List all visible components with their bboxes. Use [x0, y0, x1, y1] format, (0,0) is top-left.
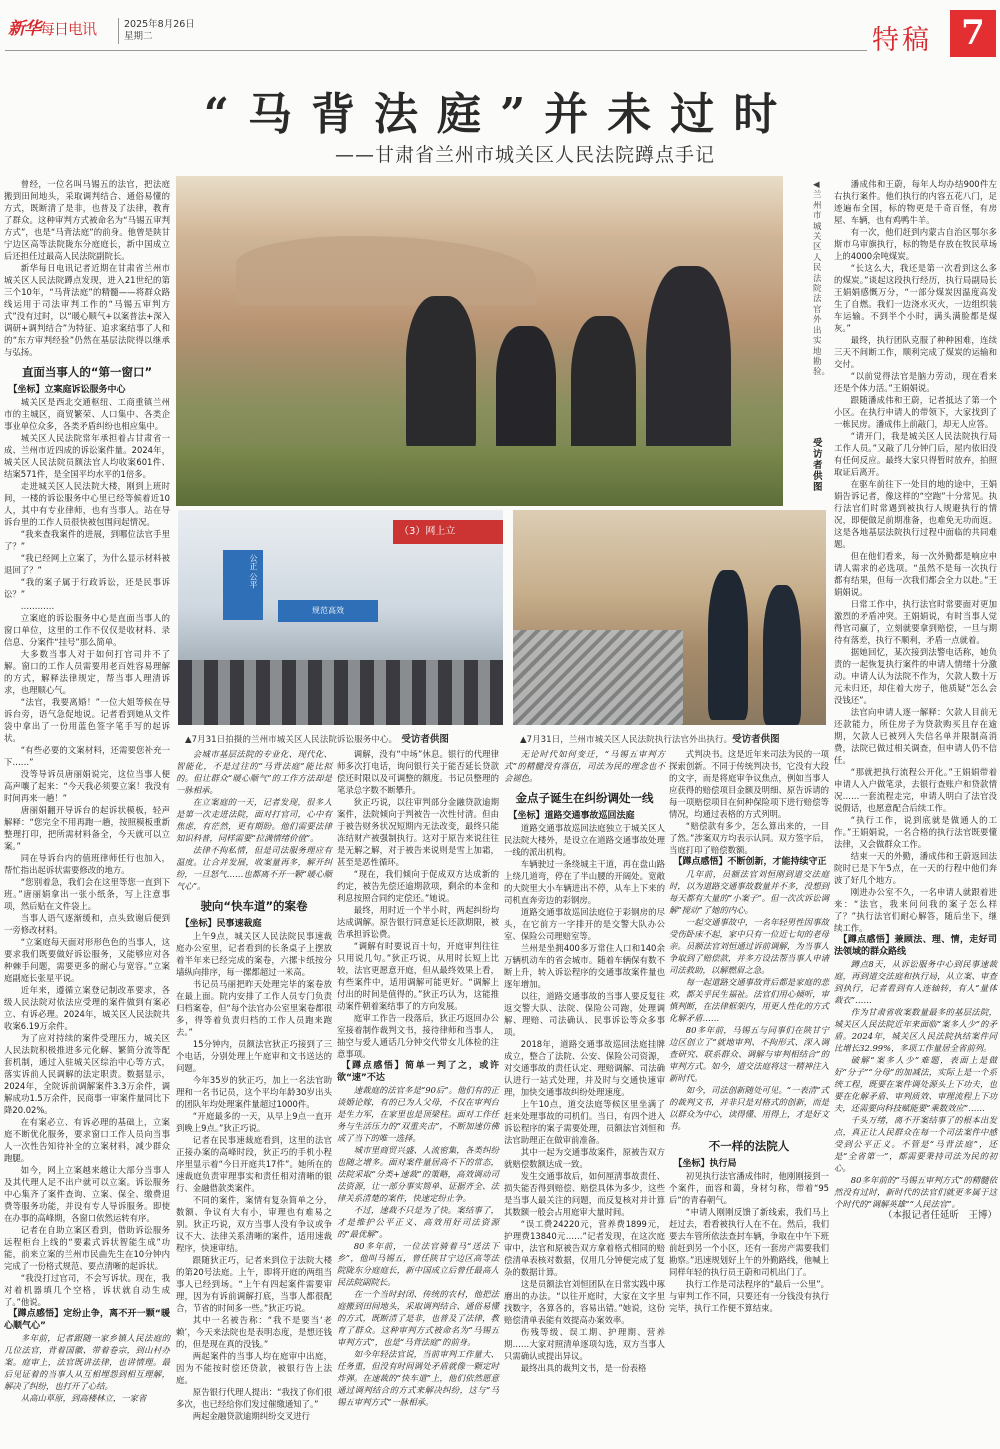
- paragraph: 上午9点，城关区人民法院民事速裁庭办公室里，记者看到的长条桌子上摆放着半年来已经完成的案卷，六摞卡纸按分墙纵向排序，每一摞都超过一米高。: [176, 931, 332, 977]
- paragraph: “请开门，我是城关区人民法院执行局工作人员。”又敲了几分钟门后，屋内依旧没有任何反应。最终大家只得暂时放弃，拍照取证后离开。: [834, 431, 997, 477]
- column-5: [669, 748, 829, 1314]
- photo-caption-left: ▲7月31日拍摄的兰州市城关区人民法院诉讼服务中心。 受访者供图: [185, 734, 449, 745]
- photo-enforcement: [513, 510, 826, 725]
- paragraph: 跟随潘成伟和王蔚，记者抵达了第一个小区。在执行申请人的带领下，大家找到了一栋民房。潘成伟上前敲门，却无人应答。: [834, 395, 997, 429]
- paragraph: 近年来，遵循立案登记制改革要求，各级人民法院对依法应受理的案件做到有案必立、有诉必理。2024年，城关区人民法院共收案6.19万余件。: [4, 985, 170, 1031]
- paragraph: 15分钟内，员额法官狄正巧接到了三个电话，分别处理上午庭审和文书送达的问题。: [176, 1039, 332, 1073]
- paragraph: 但在他们看来，每一次外勤都是响应申请人需求的必选项。“虽然不是每一次执行都有结果，但每一次我们都会全力以赴。”王娟娟说。: [834, 551, 997, 597]
- section-heading: 直面当事人的“第一窗口”: [21, 365, 153, 379]
- paragraph: 其中一名被告称：“我不是要当‘老赖’，今天来法院也是表明态度，是想还钱的，但是现在真的没钱。”: [176, 1315, 332, 1349]
- paragraph: 以往，道路交通事故的当事人要反复往返交警大队、法院、保险公司跑，处理调解、理赔、司法确认、民事诉讼等众多事项。: [504, 991, 665, 1037]
- person-figure: [571, 316, 636, 466]
- paragraph: “那就把执行流程公开化。”王娟娟带着申请人入户做笔录，去银行查账户和贷款情况……一套流程走完，申请人明白了法官没说假话，也愿意配合后续工作。: [834, 767, 997, 813]
- divider: [118, 18, 119, 44]
- commentary-paragraph: 如今，司法创新随处可见。“一表清”式的裁判文书，并非只是对格式的创新，而是以群众为中心，读得懂、用得上，才是好文书。: [669, 1085, 829, 1131]
- commentary-paragraph: 城市里商贸兴盛、人流密集，各类纠纷也随之增多。面对案件量居高不下的常态，法院采取“分类+速裁”的策略，高效调动司法资源，让一部分事实简单、证据齐全、法律关系清楚的案件，快速定纷止争。: [337, 1145, 499, 1203]
- paragraph: 法官向申请人逐一解释：欠款人目前无还款能力，所住房子为贷款购买且存在逾期，欠款人已被列入失信名单并限制高消费，法院已做过相关调查，但申请人仍不信任。: [834, 707, 997, 765]
- paragraph: 上午10点，道交法庭等候区里坐满了赶来处理事故的司机们。当日，有四个进入诉讼程序的案子需要处理，员额法官刘恒和法官助理正在做审前准备。: [504, 1099, 665, 1145]
- main-photo-caption: ◀兰州市城关区人民法院法官外出实地勘验。: [813, 180, 831, 378]
- paragraph: 结束一天的外勤，潘成伟和王蔚返回法院时已是下午5点，在一天的行程中他们奔波了好几个地方。: [834, 851, 997, 885]
- main-photo-field-inspection: [176, 176, 783, 506]
- officer-figure: [708, 570, 748, 720]
- paragraph: 车辆驶过一条绕城主干道，再在盘山路上绕几道弯，停在了半山腰的开阔处。宽敞的大院里大小车辆进出不停，从车上下来的司机直奔旁边的彩钢房。: [504, 859, 665, 905]
- paragraph: 其中一起为交通事故案件，原被告双方就赔偿数额达成一致。: [504, 1147, 665, 1169]
- paragraph: 原告银行代理人提出：“我找了你们很多次，也已经给你们发过催缴通知了。”: [176, 1387, 332, 1409]
- paragraph: 兰州是坐拥400多万常住人口和140余万辆机动车的省会城市。随着车辆保有数不断上升，转入诉讼程序的交通事故案件量也逐年增加。: [504, 943, 665, 989]
- sign-efficiency: 规范高效: [278, 600, 378, 622]
- paragraph: “执行工作，说到底就是做通人的工作。”王娟娟说，一名合格的执行法官既要懂法律，又会做群众工作。: [834, 815, 997, 849]
- paragraph: 最终出具的裁判文书，是一份表格: [520, 1363, 647, 1373]
- commentary-paragraph: 一起交通事故中，一名年轻男性因事故受伤卧床不起，家中只有一位近七旬的老母亲。员额法官刘恒通过诉前调解，为当事人争取到了赔偿款，并多方设法帮当事人申请司法救助，以解燃眉之急。: [669, 917, 829, 975]
- column-6: [834, 178, 997, 1222]
- commentary-paragraph: 速裁庭的法官多是“90后”。他们有的正谈婚论嫁，有的已为人父母，不仅在审判台是生力军，在家里也是顶梁柱。面对工作任务与生活压力的“双重夹击”，不断加速仿佛成了当下的唯一选择。: [337, 1085, 499, 1143]
- column-4: [504, 748, 665, 1374]
- section-tag: 【坐标】执行局: [673, 1159, 737, 1169]
- issue-date: 2025年8月26日 星期二: [124, 19, 195, 42]
- paragraph: 城关区人民法院常年承担着占甘肃省一成、兰州市近四成的诉讼案件量。2024年，城关区人民法院员额法官人均收案601件、结案571件，是全国平均水平的1倍多。: [4, 433, 170, 479]
- paragraph: 在有案必立、有诉必理的基础上，立案庭不断优化服务，要求窗口工作人员向当事人一次性告知待补全的立案材料，减少群众跑腿。: [4, 1117, 170, 1163]
- commentary-paragraph: 如今年轻法官说，当前审判工作量大、任务重，但没有时间调处矛盾就像一颗定时炸弹。在速裁的“快车道”上，他们依然愿意通过调判结合的方式来解决纠纷，这与“马锡五审判方式”一脉相承。: [337, 1349, 499, 1407]
- commentary-paragraph: 从高山草原，到高楼林立，一家省: [20, 1393, 147, 1403]
- commentary-paragraph: 80多年前，一位法官骑着马“送法下乡”，他叫马锡五，曾任陕甘宁边区高等法院陇东分庭庭长，新中国成立后曾任最高人民法院副院长。: [337, 1241, 499, 1287]
- paragraph: 两起案件的当事人均在庭审中出庭，因为不能按时偿还贷款，被银行告上法庭。: [176, 1351, 332, 1385]
- paragraph: 执行工作是司法程序的“最后一公里”。与审判工作不同，只要还有一分钱没有执行完毕，执行工作便不算结束。: [669, 1279, 829, 1313]
- paragraph: “有些必要的文案材料，还需要您补充一下……”: [4, 745, 170, 767]
- main-photo-credit: 受访者供图: [813, 438, 823, 493]
- paragraph: 立案庭的诉讼服务中心是直面当事人的窗口单位，这里的工作不仅仅是收材料、录信息、分案件“挂号”那么简单。: [4, 613, 170, 647]
- paragraph: “以前觉得法官是脑力劳动，现在看来还是个体力活。”王娟娟说。: [834, 371, 997, 393]
- paragraph: 书记员马丽把昨天处理完毕的案卷放在最上面。院内安排了工作人员专门负责归档案卷，但“每个法官办公室里案卷都很多，得等着负责归档的工作人员跑来跑去。”: [176, 979, 332, 1037]
- paragraph: 式判决书。这是近年来司法为民的一项探索创新。不同于传统判决书，它没有大段的文字，而是将庭审争议焦点，例如当事人应获得的赔偿项目金额及明细、原告诉请的每一项赔偿项目在何种保险项下进行赔偿等情况，均通过表格的方式列明。: [669, 749, 829, 819]
- sign-fairness: 公正 公平: [223, 550, 263, 620]
- commentary-paragraph: 在立案庭的一天，记者发现，很多人是第一次走进法院，面对打官司，心中有焦虑，有茫然，更有期盼。他们需要法律知识科普，同样需要“拉满情绪价值”。: [176, 797, 332, 843]
- paragraph: 2018年，道路交通事故巡回法庭挂牌成立，整合了法院、公安、保险公司资源，对交通事故的责任认定、理赔调解、司法确认进行一站式处理，并及时与交通快速审理，加快交通事故纠纷处理速度。: [504, 1039, 665, 1097]
- paragraph: 刚进办公室不久，一名申请人就跟着进来：“法官，我来问问我的案子怎么样了？”执行法官们耐心解答，随后坐下，继续工作。: [834, 887, 997, 933]
- paragraph: 记者在民事速裁庭看到，这里的法官正接办案的高峰时段，狄正巧的手机小程序里显示着“今日开庭共17件”。她所在的速裁庭负责审理事实和责任相对清晰的银行、金融借款类案件。: [176, 1135, 332, 1193]
- paragraph: “赔偿款有多少，怎么算出来的，一目了然。”涉案双方均表示认同。双方签字后，当庭打印了赔偿数额。: [669, 821, 829, 855]
- paragraph: 潘成伟和王蔚，每年人均办结900件左右执行案件。他们执行的内容五花八门，足迹遍布全国，标的物更是千奇百怪，有房屋、车辆，也有鸡鸭牛羊。: [834, 179, 997, 225]
- commentary-paragraph: 多年前，记者跟随一家乡镇人民法庭的几位法官，背着国徽、带着卷宗，到山村办案。庭审上，法官既讲法律，也讲情理。最后见证着的当事人从互相埋怨到相互理解，解决了纠纷，也打开了心结。: [4, 1333, 170, 1391]
- paragraph: 狄正巧说，以往审判部分金融贷款逾期案件，法院倾向于判被告一次性付清。但由于被告财务状况短期内无法改变，最终只能冻结财产被强制执行。这对于原告来说往往是无解之解，对于被告来说则是雪上加霜，甚至是恶性循环。: [337, 797, 499, 867]
- commentary-paragraph: 不过，速裁不只是为了快。案结事了，才是维护公平正义、高效用好司法资源的“最优解”。: [337, 1205, 499, 1239]
- section-heading: 不一样的法院人: [708, 1139, 790, 1153]
- byline: （本报记者任延昕 王博）: [882, 1210, 997, 1221]
- paragraph: 在驱车前往下一处目的地的途中，王娟娟告诉记者，像这样的“空跑”十分常见。执行法官们时常遇到被执行人规避执行的情况，即便做足前期准备，也难免无功而返。这是各地基层法院执行过程中面临的共同难题。: [834, 479, 997, 549]
- section-tag: 【蹲点感悟】定纷止争，离不开一颗“暖心顺气心”: [4, 1309, 170, 1331]
- paragraph: 日常工作中，执行法官时常要面对更加激烈的矛盾冲突。王娟娟说，有时当事人觉得官司赢了，立刻就要拿到赔偿，一旦与期待有落差，执行不顺利，矛盾一点就着。: [834, 599, 997, 645]
- column-1: [4, 178, 170, 1404]
- commentary-paragraph: 会城市基层法院的专业化、现代化、智能化，不是过往的“马背法庭”能比拟的。但让群众“暖心顺气”的工作方法却是一脉相承。: [176, 749, 332, 795]
- paragraph: 伤残等级、误工期、护理期、营养期……大家对照清单逐项勾选，双方当事人只需确认或提出异议。: [504, 1327, 665, 1361]
- paragraph: “我来查我案件的进展，到哪位法官手里了？”: [4, 529, 170, 551]
- paragraph: 新华每日电讯记者近期在甘肃省兰州市城关区人民法院蹲点发现，进入21世纪的第三个10年，“马背法庭”的精髓——将群众路线运用于司法审判工作的“马锡五审判方式”没有过时，以“暖心顺气+以案普法+深入调研+调判结合”为特征、追求案结事了人和的“东方审判经验”仍然在基层法院得以继承与弘扬。: [4, 263, 170, 357]
- paragraph: 初见执行法官潘成伟时，他刚刚接到一个案件，面容和蔼，身材匀称，带着“95后”的青春朝气。: [669, 1171, 829, 1205]
- column-2: [176, 748, 332, 1422]
- officer-figure: [763, 585, 801, 725]
- paragraph: 城关区是西北交通枢纽、工商重镇兰州市的主城区，商贸繁荣、人口集中、各类企事业单位众多，各类矛盾纠纷也相应集中。: [4, 397, 170, 431]
- newspaper-logo: 新华每日电讯: [8, 19, 97, 39]
- paragraph: 据她回忆，某次接到法警电话称，她负责的一起恢复执行案件的申请人情绪十分激动。申请人认为法院不作为，欠款人数十万元未归还，却住着大房子，他质疑“怎么会没钱还”。: [834, 647, 997, 705]
- paragraph: 为了应对持续的案件受理压力，城关区人民法院积极推进多元化解、繁简分流等配套机制，通过入驻城关区综治中心等方式，落实诉前人民调解的法定职责。数据显示，2024年，全院诉前调解案件3.3万余件，调解成功1.5万余件，民商事一审案件量同比下降20.02%。: [4, 1033, 170, 1115]
- paragraph: “您别着急，我们会在这里等您一直到下班。”唐丽娟拿出一张小纸条，写上注意事项，然后贴在文件袋上。: [4, 877, 170, 911]
- paragraph: 两起金融贷款逾期纠纷交叉进行: [192, 1411, 311, 1421]
- commentary-paragraph: 80多年前的“马锡五审判方式”的精髓依然没有过时，新时代的法官们就更多属于这个时代的“调解英雄”“人民法官”。: [834, 1175, 997, 1209]
- paragraph: 最终，执行团队克服了种种困难，连续三天不间断工作，顺利完成了煤炭的运输和交付。: [834, 335, 997, 369]
- section-tag: 【坐标】民事速裁庭: [180, 919, 262, 929]
- header-rule: [5, 50, 867, 51]
- person-figure: [406, 296, 476, 456]
- paragraph: 调解，没有“中场”休息。银行的代理律师多次打电话，询问银行关于能否延长贷款偿还时限以及可调整的额度。书记员整理的笔录总字数不断攀升。: [337, 749, 499, 795]
- paragraph: 发生交通事故后，如何厘清事故责任、损失能否得到赔偿、赔偿具体为多少，这些是当事人最关注的问题，而反复核对并计算其数额一般会占用庭审大量时间。: [504, 1171, 665, 1217]
- commentary-paragraph: 破解“案多人少”难题，表面上是做好“分子”“分母”的加减法，实际上是一个系统工程，既要在案件调处源头上下功夫，也要在化解矛盾、审判质效、审理流程上下功夫，还需要向科技赋能要“乘数效应”……: [834, 1055, 997, 1113]
- paragraph: 道路交通事故巡回法庭独立于城关区人民法院大楼外，是设立在道路交通事故处理一线的派出机构。: [504, 823, 665, 857]
- paragraph: “现在，我们倾向于促成双方达成新的约定，被告先偿还逾期款项，剩余的本金和利息按照合同约定偿还。”她说。: [337, 869, 499, 903]
- paragraph: “长这么大，我还是第一次看到这么多的煤炭。”谈起这段执行经历，执行局副局长王娟娟感慨万分，“一部分煤炭因温度高发生了自燃。我们一边浇水灭火，一边组织装车运输。不到半个小时，满头满脸都是煤灰。”: [834, 263, 997, 333]
- paragraph: 不同的案件，案情有复杂简单之分，数额、争议有大有小，审理也有难易之别。狄正巧说，双方当事人没有争议或争议不大、法律关系清晰的案件，适用速裁程序，快速审结。: [176, 1195, 332, 1253]
- commentary-paragraph: 蹲点8天，从诉讼服务中心到民事速裁庭，再到道交法庭和执行局，从立案、审查到执行，记者看到有人连轴转，有人“量体裁衣”……: [834, 959, 997, 1005]
- section-heading: 驶向“快车道”的案卷: [200, 899, 308, 913]
- paragraph: “我已经网上立案了，为什么显示材料被退回了？”: [4, 553, 170, 575]
- photo-service-center: [178, 510, 503, 725]
- section-tag: 【坐标】道路交通事故巡回法庭: [508, 811, 635, 821]
- commentary-paragraph: 法律不拘私情，但是司法服务理应有温度。让合并发展，收案量再多，解开纠纷，一旦怒气……也都离不开一颗“暖心顺气心”。: [176, 845, 332, 891]
- section-tag: 【蹲点感悟】兼顾法、理、情，走好司法领域的群众路线: [834, 935, 997, 957]
- paragraph: 曾经，一位名叫马锡五的法官，把法庭搬到田间地头，采取调判结合、通俗易懂的方式，既断清了是非，也普及了法律，教育了群众。这种审判方式被命名为“马锡五审判方式”，也是“马背法庭”的前身。他曾是陕甘宁边区高等法院陇东分庭庭长，新中国成立后还担任过最高人民法院副院长。: [4, 179, 170, 261]
- paragraph: 跟随狄正巧，记者来到位于法院大楼的第20号法庭。上午，即将开庭的两组当事人已经到场。“上午有四起案件需要审理，因为有诉前调解打底，当事人都很配合，节省的时间多一些。”狄正巧说。: [176, 1255, 332, 1313]
- commentary-paragraph: 几年前，员额法官刘恒刚到道交法庭时，以为道路交通事故数量并不多，没想到每天都有大量的“小案子”。但一次次诉讼调解“搅动”了她的内心。: [669, 869, 829, 915]
- paragraph: 大多数当事人对于如何打官司并不了解。窗口的工作人员需要用老百姓容易理解的方式，解释法律规定，帮当事人理清诉求，也理顺心气。: [4, 649, 170, 695]
- section-heading: 金点子诞生在纠纷调处一线: [515, 791, 654, 805]
- paragraph: 走进城关区人民法院大楼，刚到上班时间，一楼的诉讼服务中心里已经等候着近10人，其中有专业律师，也有当事人。站在导诉台里的工作人员很快被包围问起情况。: [4, 481, 170, 527]
- paragraph: 没等导诉员唐丽娟说完，这位当事人便高声嚷了起来：“今天我必须要立案！我没有时间再来一趟！”: [4, 769, 170, 803]
- paragraph: 最终，用时近一个半小时，两起纠纷均达成调解。原告银行同意延长还款期限，被告承担诉讼费。: [337, 905, 499, 939]
- paragraph: “我的案子属于行政诉讼，还是民事诉讼？”: [4, 577, 170, 599]
- section-name: 特稿: [872, 25, 932, 56]
- paragraph: “调解有时要说百十句，开庭审判往往只用说几句。”狄正巧说，从用时长短上比较，法官更愿意开庭，但从最终效果上看，有些案件中，适用调解可能更好。“调解上付出的时间是值得的。”狄正巧认为，这能推动案件朝着案结事了的方向发展。: [337, 941, 499, 1011]
- paragraph: 记者在自助立案区看到，借助诉讼服务远程柜台上线的“要素式诉状智能生成”功能，前来立案的兰州市民曲先生在10分钟内完成了一份格式规范、要点清晰的起诉状。: [4, 1225, 170, 1271]
- section-tag: 【蹲点感悟】不断创新，才能持续守正: [673, 857, 827, 867]
- paragraph: “申请人刚刚反馈了新线索，我们马上赶过去，看看被执行人在不在。然后，我们要去车管所依法查封车辆，争取在中午下班前赶到另一个小区，还有一套房产需要我们勘察。”迅速规划好上午的外勤路线，他喊上同样年轻的执行员王蔚和司机出门了。: [669, 1207, 829, 1277]
- commentary-paragraph: 在一个当时封闭、传统的农村，他把法庭搬到田间地头，采取调判结合、通俗易懂的方式，既断清了是非，也普及了法律，教育了群众。这种审判方式被命名为“马锡五审判方式”，也是“马背法庭”的前身。: [337, 1289, 499, 1347]
- paragraph: 唐丽娟翻开导诉台的起诉状模板，轻声解释：“您完全不用再跑一趟，按照模板重新整理打印，把所需材料备全，今天就可以立案。”: [4, 805, 170, 851]
- commentary-paragraph: 无论时代如何变迁，“马锡五审判方式”的精髓没有落伍，司法为民的理念也不会褪色。: [504, 749, 665, 783]
- photo-caption-right: ▲7月31日，兰州市城关区人民法院执行法官外出执行。受访者供图: [520, 734, 780, 745]
- page-number: 7: [950, 10, 996, 57]
- subheadline: ——甘肃省兰州市城关区人民法院蹲点手记: [334, 144, 715, 166]
- commentary-paragraph: 80多年前，马锡五与同事们在陕甘宁边区创立了“就地审判、不拘形式、深入调查研究、联系群众、调解与审判相结合”的审判方式。如今，道交法庭将这一精神注入新时代。: [669, 1025, 829, 1083]
- paragraph: 有一次，他们赶到内蒙古自治区鄂尔多斯市乌审旗执行，标的物是存放在牧民草场上的4000余吨煤炭。: [834, 227, 997, 261]
- paragraph: “误工费24220元，营养费1899元，护理费13840元……”记者发现，在这次庭审中，法官和原被告双方拿着格式相同的赔偿清单表核对数据，仅用几分钟便完成了复杂的数据计算。: [504, 1219, 665, 1277]
- paragraph: 这是员额法官刘恒团队在日常实践中琢磨出的办法。“以往开庭时，大家在文字里找数字，各算各的，容易出错。”她说，这份赔偿清单表能有效提高办案效率。: [504, 1279, 665, 1325]
- commentary-paragraph: 千头万绪，离不开案结事了的根本出发点，真正让人民群众在每一个司法案件中感受到公平正义。不管是“马背法庭”，还是“全省第一”，都需要秉持司法为民的初心。: [834, 1115, 997, 1173]
- paragraph: 庭审工作告一段落后，狄正巧返回办公室接着制作裁判文书，接待律师和当事人，抽空与爱人通话几分钟交代带女儿体检的注意事项。: [337, 1013, 499, 1059]
- commentary-paragraph: 每一起道路交通事故背后都是家庭的悲欢，都关乎民生福祉。法官们用心倾听，审慎判断，在法律框架内，用更人性化的方式化解矛盾……: [669, 977, 829, 1023]
- paragraph: “我没打过官司，不会写诉状。现在，我对着机器填几个空格，诉状就自动生成了。”他说。: [4, 1273, 170, 1307]
- paragraph: “立案庭每天面对形形色色的当事人，这要求我们既要做好诉讼服务，又能够应对各种棘手问题，需要更多的耐心与宽容。”立案庭副庭长张星平说。: [4, 937, 170, 983]
- paragraph: 如今，网上立案越来越让大部分当事人及其代理人足不出户就可以立案。诉讼服务中心集齐了案件查询、立案、保全、缴费退费等服务功能，并设有专人导诉服务。即使在办事的高峰期，各窗口依然运转有序。: [4, 1165, 170, 1223]
- section-tag: 【蹲点感悟】简单一判了之，或许欲“速”不达: [337, 1061, 499, 1083]
- paragraph: 今年35岁的狄正巧，加上一名法官助理和一名书记员，这个平均年龄30岁出头的团队年均处理案件量超过1000件。: [176, 1075, 332, 1109]
- commentary-paragraph: 作为甘肃省收案数量最多的基层法院，城关区人民法院近年来面临“案多人少”的矛盾。2024年，城关区人民法院执结案件同比增长32.99%，多项工作量居全省前列。: [834, 1007, 997, 1053]
- column-3: [337, 748, 499, 1408]
- paragraph: “法官，我要离婚！”一位大姐等候在导诉台旁，语气急促地说。记者看到她从文件袋中拿出了一份用蓝色签字笔手写的起诉状。: [4, 697, 170, 743]
- section-tag: 【坐标】立案庭诉讼服务中心: [8, 385, 126, 395]
- headline: “马背法庭”并未过时: [203, 89, 797, 140]
- paragraph: …………: [20, 601, 55, 611]
- paragraph: 当事人语气逐渐缓和，点头致谢后便到一旁修改材料。: [4, 913, 170, 935]
- person-figure: [496, 326, 556, 456]
- paragraph: 同在导诉台内的值班律师任行也加入，帮忙指出起诉状需要修改的地方。: [4, 853, 170, 875]
- sign-window: （3）网上立: [393, 520, 503, 544]
- paragraph: 道路交通事故巡回法庭位于彩钢房的尽头，在它前方一字排开的是交警大队办公室、保险公司理赔室等。: [504, 907, 665, 941]
- paragraph: “开庭最多的一天，从早上9点一直开到晚上9点。”狄正巧说。: [176, 1111, 332, 1133]
